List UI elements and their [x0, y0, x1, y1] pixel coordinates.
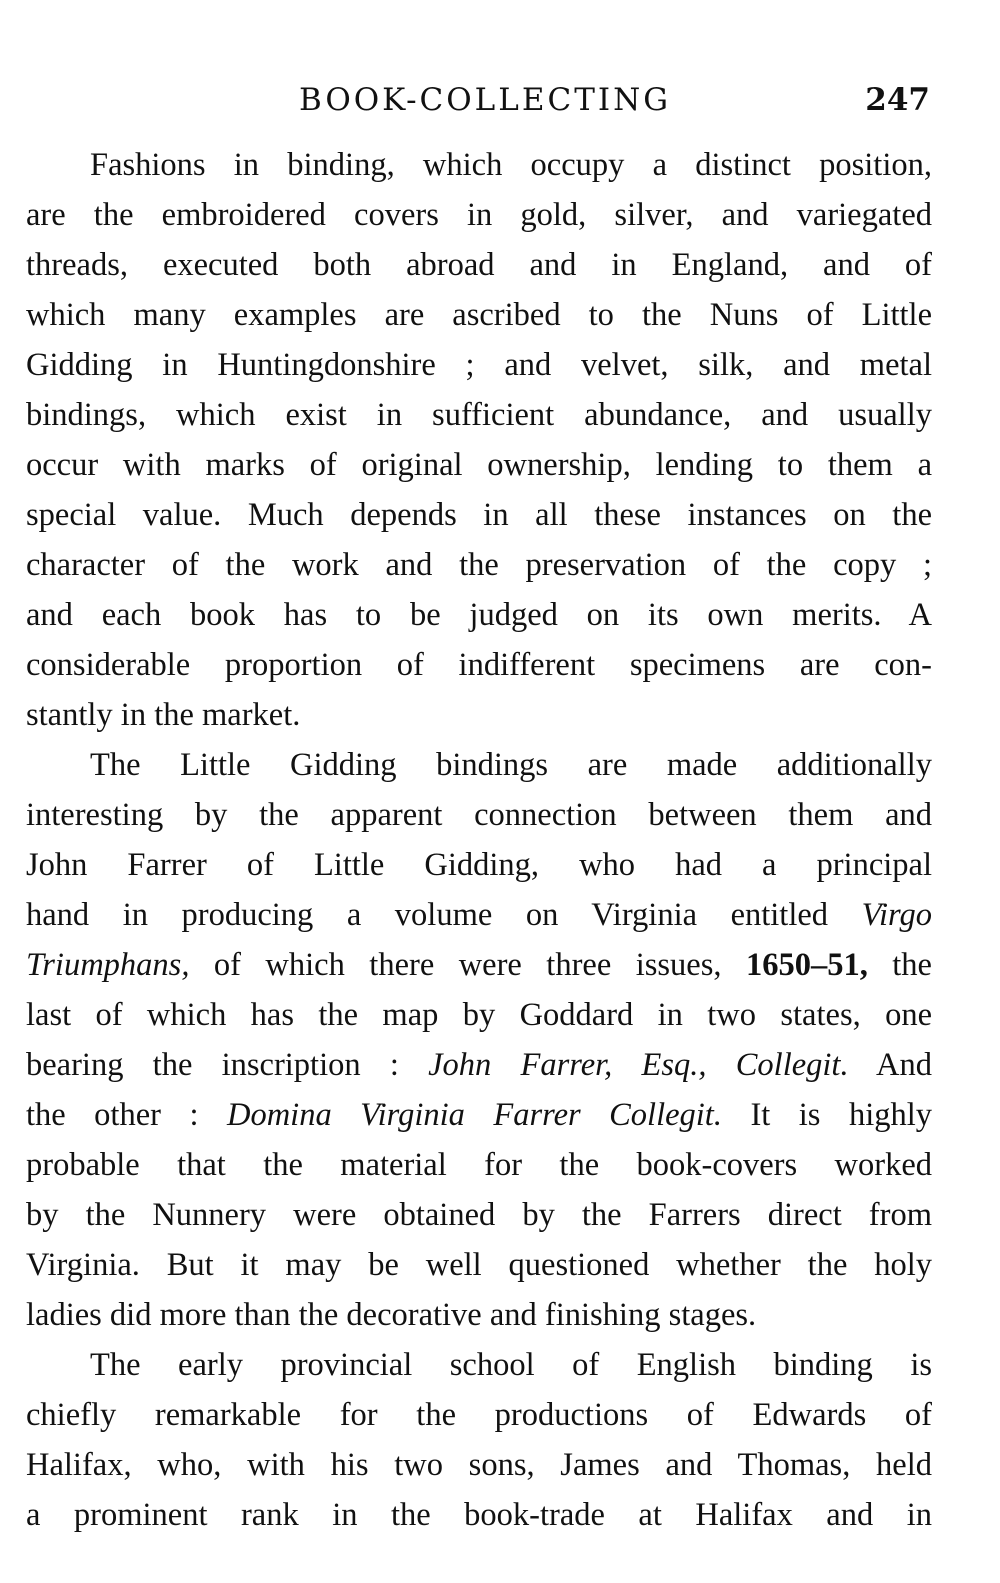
text-line: interesting by the apparent connection between them and	[26, 797, 932, 833]
italic-title: Virgo	[861, 897, 932, 933]
text-line: stantly in the market.	[26, 697, 301, 733]
text-line: bindings, which exist in sufficient abundance, and usually	[26, 397, 932, 433]
text-line	[26, 890, 932, 940]
text-run: And	[848, 1047, 932, 1083]
text-run: of which there were three issues,	[189, 947, 746, 983]
text-line: last of which has the map by Goddard in two states, one	[26, 997, 932, 1033]
text-line	[26, 1090, 932, 1140]
text-line: The early provincial school of English binding is	[90, 1347, 932, 1383]
text-line: and each book has to be judged on its own merits. A	[26, 597, 932, 633]
text-run: the	[867, 947, 932, 983]
text-line: character of the work and the preservation of the copy ;	[26, 547, 932, 583]
running-title: BOOK-COLLECTING	[298, 82, 672, 118]
italic-inscription: John Farrer, Esq., Collegit.	[428, 1047, 849, 1083]
text-line: occur with marks of original ownership, lending to them a	[26, 447, 932, 483]
text-line: are the embroidered covers in gold, silver, and variegated	[26, 197, 932, 233]
text-line	[26, 1040, 932, 1090]
text-line: Halifax, who, with his two sons, James and Thomas, held	[26, 1447, 932, 1483]
body-text	[26, 140, 932, 1540]
text-line: ladies did more than the decorative and finishing stages.	[26, 1297, 757, 1333]
text-line: considerable proportion of indifferent specimens are con-	[26, 647, 932, 683]
text-line: which many examples are ascribed to the Nuns of Little	[26, 297, 932, 333]
paragraph-3	[26, 1340, 932, 1540]
text-line: threads, executed both abroad and in England, and of	[26, 247, 932, 283]
page-number: 247	[865, 82, 930, 118]
bold-date: 1650–51,	[745, 947, 868, 983]
italic-inscription: Domina Virginia Farrer Collegit.	[226, 1097, 722, 1133]
text-line: John Farrer of Little Gidding, who had a principal	[26, 847, 932, 883]
text-line: special value. Much depends in all these instances on the	[26, 497, 932, 533]
text-line: Virginia. But it may be well questioned whether the holy	[26, 1247, 932, 1283]
text-line: probable that the material for the book-covers worked	[26, 1147, 932, 1183]
text-line: Fashions in binding, which occupy a distinct position,	[90, 147, 932, 183]
paragraph-2	[26, 740, 932, 1340]
text-run: It is highly	[721, 1097, 933, 1133]
text-run: the other :	[26, 1097, 227, 1133]
paragraph-1	[26, 140, 932, 740]
text-run: hand in producing a volume on Virginia entitled	[26, 897, 862, 933]
text-line	[26, 940, 932, 990]
text-line: The Little Gidding bindings are made additionally	[90, 747, 932, 783]
italic-title: Triumphans,	[26, 947, 190, 983]
text-line: Gidding in Huntingdonshire ; and velvet, silk, and metal	[26, 347, 932, 383]
text-run: bearing the inscription :	[26, 1047, 429, 1083]
text-line: by the Nunnery were obtained by the Farrers direct from	[26, 1197, 932, 1233]
text-line: a prominent rank in the book-trade at Halifax and in	[26, 1497, 932, 1533]
text-line: chiefly remarkable for the productions of Edwards of	[26, 1397, 932, 1433]
